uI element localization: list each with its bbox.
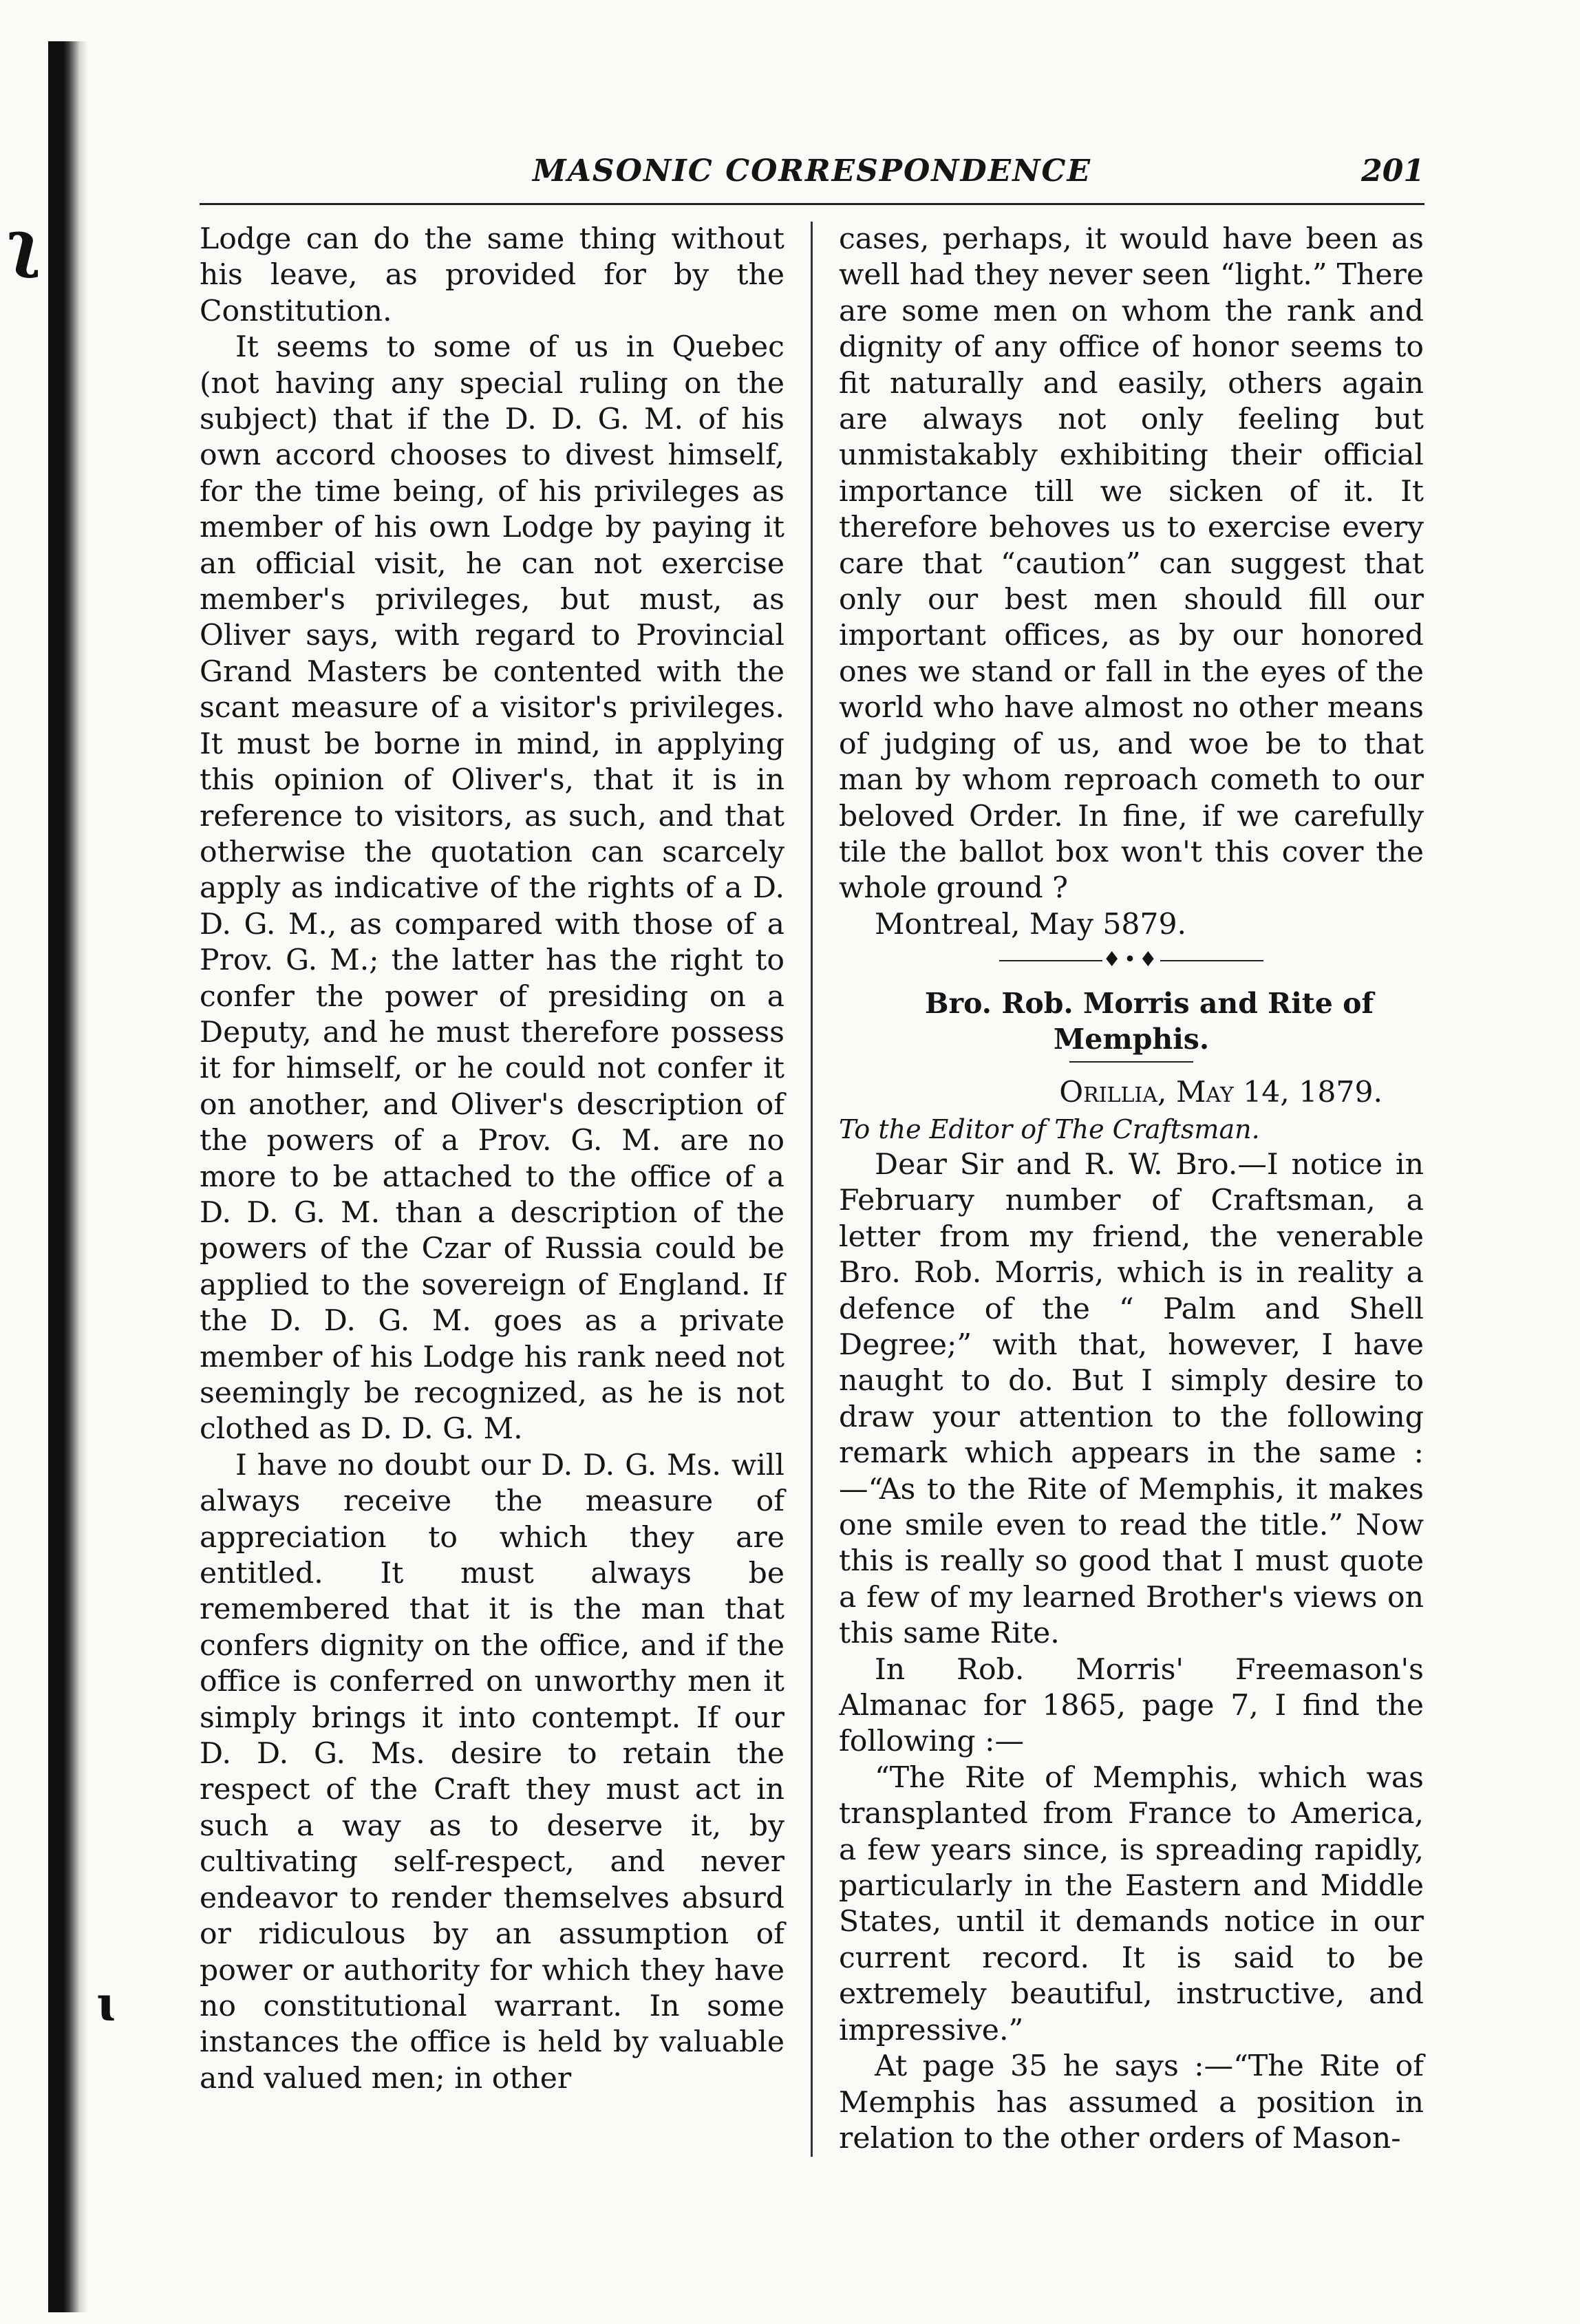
column-divider <box>811 222 813 2157</box>
salutation: To the Editor of The Craftsman. <box>839 1113 1260 1144</box>
book-binding-edge <box>48 41 88 2312</box>
right-column <box>839 222 1424 2157</box>
article-paragraph-4: At page 35 he says :—“The Rite of Memphis has assumed a position in relation to the other orders of Mason- <box>839 2049 1424 2155</box>
book-page <box>200 148 1424 2157</box>
text-columns <box>200 222 1424 2157</box>
article-dateline: Orillia, May 14, 1879. <box>1059 1076 1382 1110</box>
page-number: 201 <box>1361 153 1424 189</box>
section-ornament: ♦•♦ <box>839 950 1424 970</box>
article-quote: “The Rite of Memphis, which was transplanted from France to America, a few years since, is spreading rapidly, particularly in the Eastern and Middle States, until it demands notice in our current record. It is said to be extremely beautiful, instructive, and impressive.” <box>839 1760 1424 2047</box>
running-title: MASONIC CORRESPONDENCE <box>533 153 1091 189</box>
article-paragraph-2: In Rob. Morris' Freemason's Almanac for 1865, page 7, I find the following :— <box>839 1652 1424 1759</box>
article-paragraph-1: Dear Sir and R. W. Bro.—I notice in February number of Craftsman, a letter from my friend, the venerable Bro. Rob. Morris, which is in reality a defence of the “ Palm and Shell Degree;” with that, however, I have naught to do. But I simply desire to draw your attention to the following remark which appears in the same :—“As to the Rite of Memphis, it makes one smile even to read the title.” Now this is really so good that I must quote a few of my learned Brother's views on this same Rite. <box>839 1147 1424 1651</box>
title-rule <box>1069 1061 1193 1063</box>
margin-mark-top: ʅ <box>7 206 41 279</box>
right-continuation: cases, perhaps, it would have been as well had they never seen “light.” There are some men on whom the rank and dignity of any office of honor seems to fit naturally and easily, others again are always not only feeling but unmistakably exhibiting their official importance till we sicken of it. It therefore behoves us to exercise every care that “caution” can suggest that only our best men should fill our important offices, as by our honored ones we stand or fall in the eyes of the world who have almost no other means of judging of us, and woe be to that man by whom reproach cometh to our beloved Order. In fine, if we carefully tile the ballot box won't this cover the whole ground ? <box>839 222 1424 906</box>
left-paragraph-3: I have no doubt our D. D. G. Ms. will always receive the measure of appreciation to which they are entitled. It must always be remembered that it is the man that confers dignity on the office, and if the office is conferred on unworthy men it simply brings it into contempt. If our D. D. G. Ms. desire to retain the respect of the Craft they must act in such a way as to deserve it, by cultivating self-respect, and never endeavor to render themselves absurd or ridiculous by an assumption of power or authority for which they have no constitutional warrant. In some instances the office is held by valuable and valued men; in other <box>200 1448 784 2096</box>
left-paragraph-1: Lodge can do the same thing without his leave, as provided for by the Constitution. <box>200 222 784 328</box>
left-column <box>200 222 784 2157</box>
margin-mark-bottom: ɩ <box>96 1975 115 2032</box>
left-paragraph-2: It seems to some of us in Quebec (not having any special ruling on the subject) that if the D. D. G. M. of his own accord chooses to divest himself, for the time being, of his privileges as member of his own Lodge by paying it an official visit, he can not exercise member's privileges, but must, as Oliver says, with regard to Provincial Grand Masters be contented with the scant measure of a visitor's privileges. It must be borne in mind, in applying this opinion of Oliver's, that it is in reference to visitors, as such, and that otherwise the quotation can scarcely apply as indicative of the rights of a D. D. G. M., as compared with those of a Prov. G. M.; the latter has the right to confer the power of presiding on a Deputy, and he must therefore possess it for himself, or he could not confer it on another, and Oliver's description of the powers of a Prov. G. M. are no more to be attached to the office of a D. D. G. M. than a description of the powers of the Czar of Russia could be applied to the sovereign of England. If the D. D. G. M. goes as a private member of his Lodge his rank need not seemingly be recognized, as he is not clothed as D. D. G. M. <box>200 330 784 1447</box>
letter-dateline: Montreal, May 5879. <box>875 907 1187 941</box>
article-title: Bro. Rob. Morris and Rite of Memphis. <box>924 987 1374 1056</box>
page-header <box>200 148 1424 205</box>
